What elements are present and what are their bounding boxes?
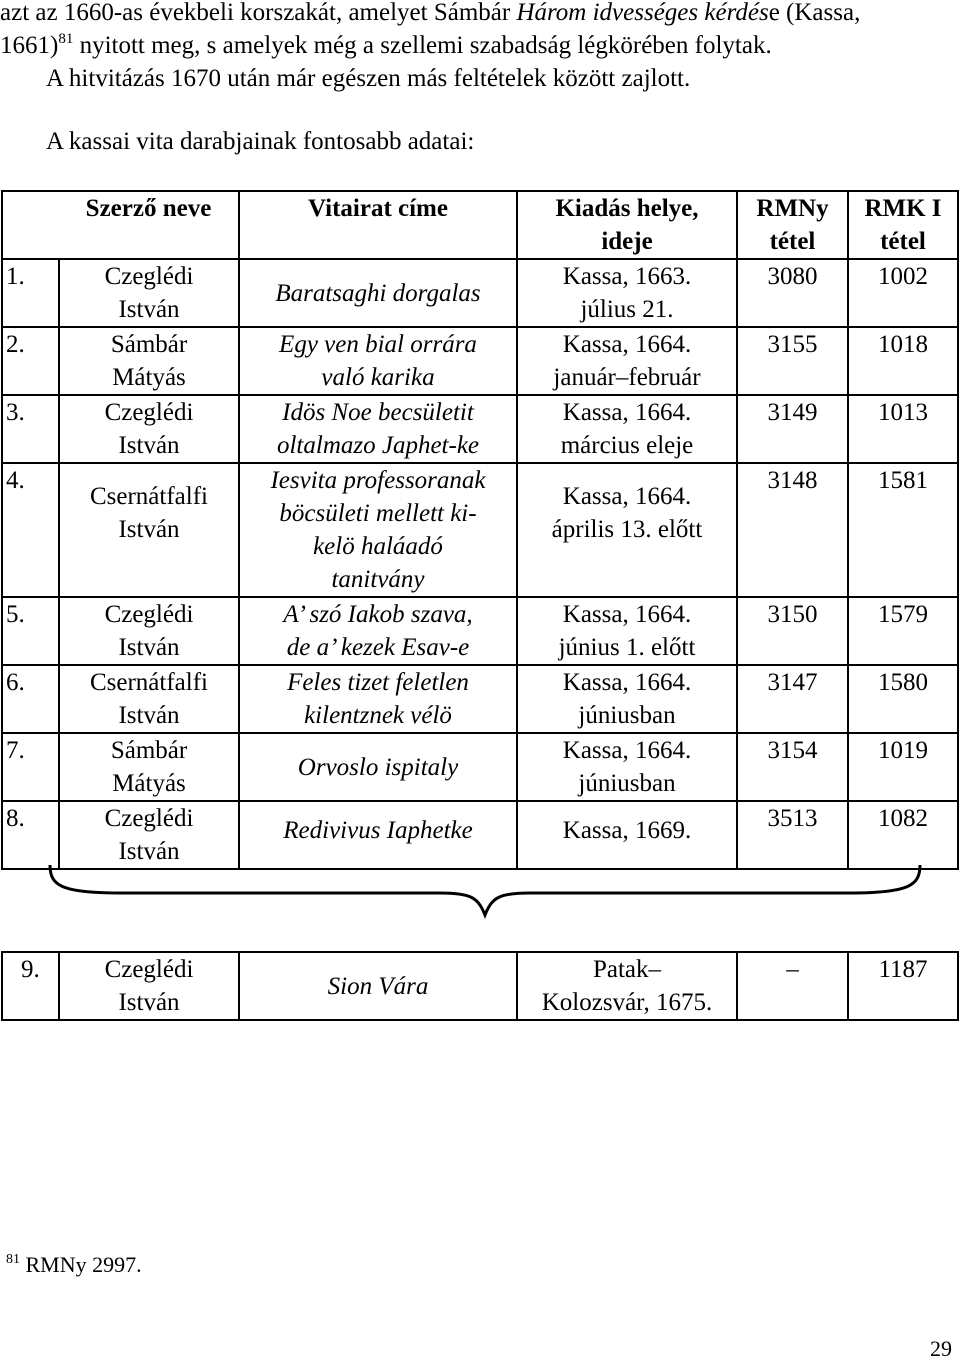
rmny-cell: 3080 bbox=[737, 259, 848, 327]
title-cell: Baratsaghi dorgalas bbox=[239, 259, 517, 327]
rmny-cell: 3147 bbox=[737, 665, 848, 733]
rmny-cell: 3150 bbox=[737, 597, 848, 665]
rmny-cell: 3155 bbox=[737, 327, 848, 395]
table-header-row bbox=[2, 191, 958, 259]
table-row bbox=[2, 952, 958, 1020]
book-title: Három idvességes kérdés bbox=[516, 0, 769, 26]
author-cell: Czeglédi István bbox=[59, 259, 239, 327]
table-row bbox=[2, 597, 958, 665]
table-row bbox=[2, 259, 958, 327]
rmk-cell: 1082 bbox=[848, 801, 958, 869]
title-cell: Orvoslo ispitaly bbox=[239, 733, 517, 801]
row-number: 9. bbox=[2, 952, 59, 1020]
author-cell: Csernátfalfi István bbox=[59, 463, 239, 597]
curly-brace-icon bbox=[0, 855, 960, 925]
place-cell: Patak– Kolozsvár, 1675. bbox=[517, 952, 737, 1020]
row-number: 2. bbox=[2, 327, 59, 395]
header-rmk: RMK I tétel bbox=[848, 191, 958, 259]
rmk-cell: 1018 bbox=[848, 327, 958, 395]
place-cell: Kassa, 1663. július 21. bbox=[517, 259, 737, 327]
table-row bbox=[2, 733, 958, 801]
table-row bbox=[2, 327, 958, 395]
footnote-ref: 81 bbox=[58, 31, 74, 47]
place-cell: Kassa, 1664. március eleje bbox=[517, 395, 737, 463]
footnote-marker: 81 bbox=[6, 1252, 20, 1267]
table-row bbox=[2, 665, 958, 733]
author-cell: Czeglédi István bbox=[59, 597, 239, 665]
rmk-cell: 1002 bbox=[848, 259, 958, 327]
table-caption: A kassai vita darabjainak fontosabb adatai: bbox=[46, 128, 475, 155]
row-number: 4. bbox=[2, 463, 59, 597]
header-place: Kiadás helye, ideje bbox=[517, 191, 737, 259]
intro-line-1: azt az 1660-as évekbeli korszakát, amelyet Sámbár Három idvességes kérdése (Kassa, bbox=[0, 0, 861, 26]
table-row bbox=[2, 395, 958, 463]
place-cell: Kassa, 1664. január–február bbox=[517, 327, 737, 395]
rmny-cell: 3513 bbox=[737, 801, 848, 869]
row-number: 5. bbox=[2, 597, 59, 665]
place-cell: Kassa, 1664. júniusban bbox=[517, 733, 737, 801]
row-number: 7. bbox=[2, 733, 59, 801]
header-title: Vitairat címe bbox=[239, 191, 517, 259]
intro-paragraph bbox=[0, 0, 958, 95]
author-cell: Czeglédi István bbox=[59, 952, 239, 1020]
place-cell: Kassa, 1664. júniusban bbox=[517, 665, 737, 733]
rmk-cell: 1013 bbox=[848, 395, 958, 463]
debate-table bbox=[1, 190, 959, 870]
author-cell: Sámbár Mátyás bbox=[59, 327, 239, 395]
title-cell: Sion Vára bbox=[239, 952, 517, 1020]
intro-line-2: 1661)$^{81}$ nyitott meg, s amelyek még a szellemi szabadság légkörében folytak. bbox=[0, 31, 772, 59]
row-number: 1. bbox=[2, 259, 59, 327]
footnote: $^{81}$ RMNy 2997. bbox=[6, 1252, 142, 1277]
rmk-cell: 1581 bbox=[848, 463, 958, 597]
author-cell: Csernátfalfi István bbox=[59, 665, 239, 733]
place-cell: Kassa, 1664. június 1. előtt bbox=[517, 597, 737, 665]
debate-table-extra bbox=[1, 951, 959, 1021]
title-cell: Egy ven bial orrára való karika bbox=[239, 327, 517, 395]
header-author: Szerző neve bbox=[59, 191, 239, 259]
row-number: 6. bbox=[2, 665, 59, 733]
intro-line-3: A hitvitázás 1670 után már egészen más feltételek között zajlott. bbox=[46, 65, 691, 92]
place-cell: Kassa, 1664. április 13. előtt bbox=[517, 463, 737, 597]
author-cell: Czeglédi István bbox=[59, 395, 239, 463]
title-cell: Iesvita professoranak böcsületi mellett ki- kelö haláadó tanitvány bbox=[239, 463, 517, 597]
row-number: 3. bbox=[2, 395, 59, 463]
title-cell: Redivivus Iaphetke bbox=[239, 801, 517, 869]
rmny-cell: 3154 bbox=[737, 733, 848, 801]
author-cell: Sámbár Mátyás bbox=[59, 733, 239, 801]
row-number: 8. bbox=[2, 801, 59, 869]
rmk-cell: 1579 bbox=[848, 597, 958, 665]
rmk-cell: 1019 bbox=[848, 733, 958, 801]
rmk-cell: 1187 bbox=[848, 952, 958, 1020]
rmny-cell: 3149 bbox=[737, 395, 848, 463]
header-rmny: RMNy tétel bbox=[737, 191, 848, 259]
page-number: 29 bbox=[930, 1336, 952, 1361]
title-cell: A’ szó Iakob szava, de a’ kezek Esav-e bbox=[239, 597, 517, 665]
title-cell: Idös Noe becsületit oltalmazo Japhet-ke bbox=[239, 395, 517, 463]
author-cell: Czeglédi István bbox=[59, 801, 239, 869]
title-cell: Feles tizet feletlen kilentznek vélö bbox=[239, 665, 517, 733]
rmny-cell: – bbox=[737, 952, 848, 1020]
rmk-cell: 1580 bbox=[848, 665, 958, 733]
table-row bbox=[2, 463, 958, 597]
rmny-cell: 3148 bbox=[737, 463, 848, 597]
place-cell: Kassa, 1669. bbox=[517, 801, 737, 869]
